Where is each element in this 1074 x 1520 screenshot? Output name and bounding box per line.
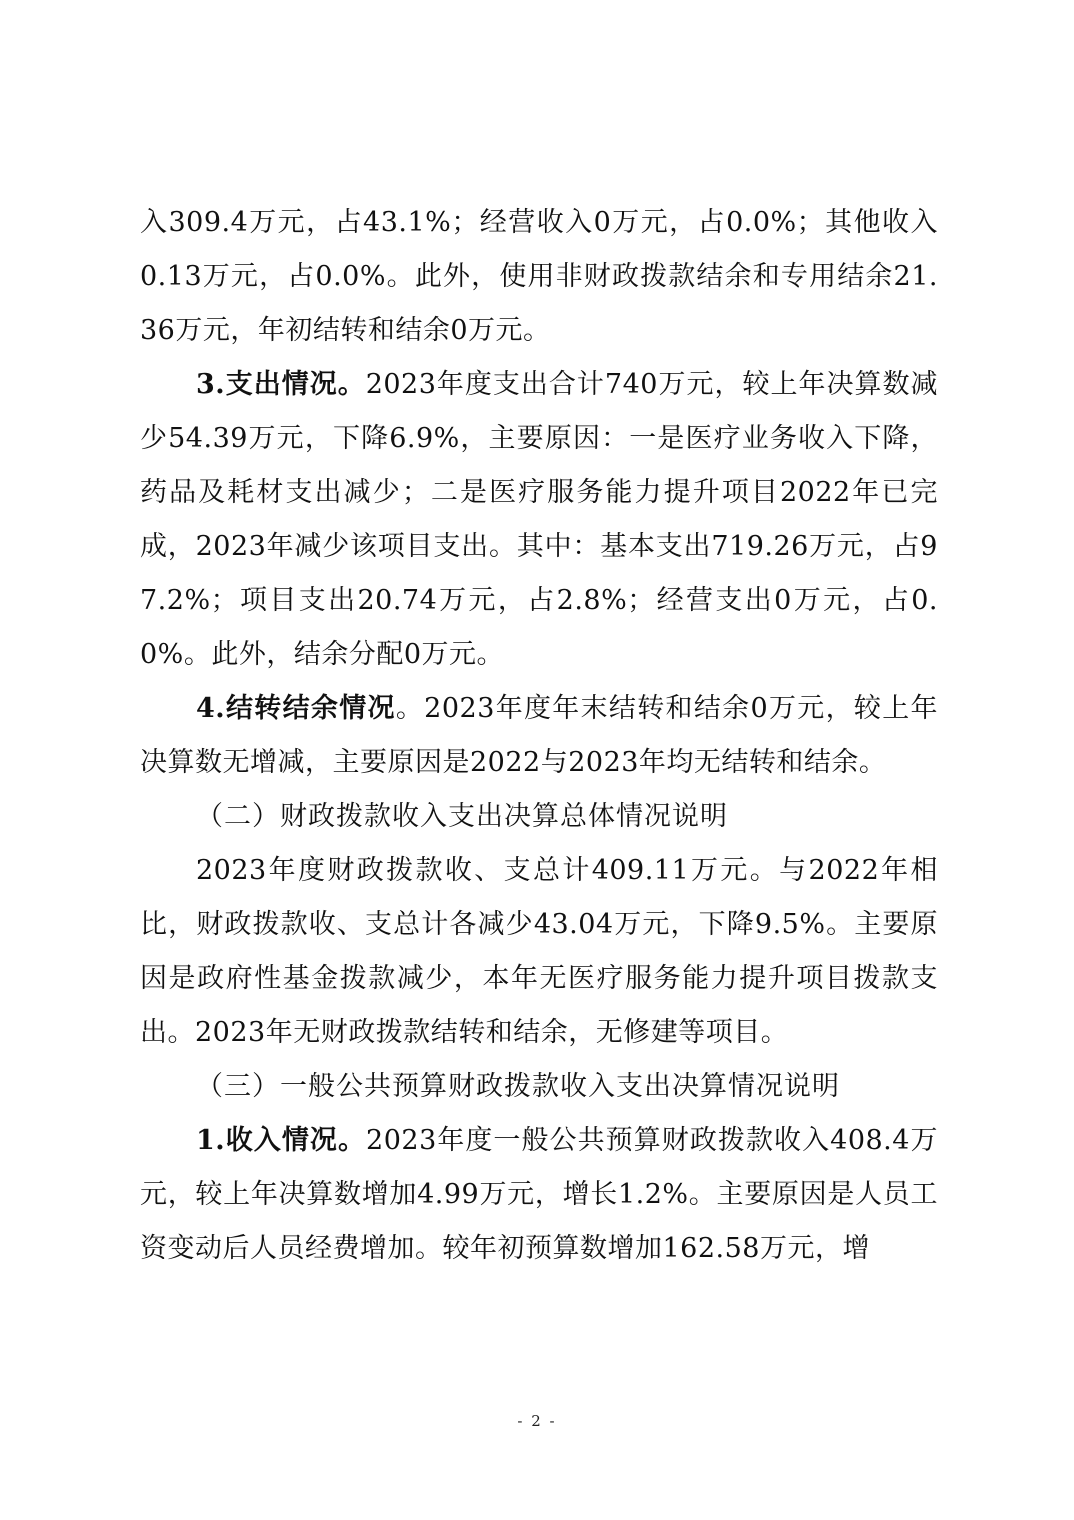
paragraph-fiscal-overview [140, 844, 938, 1060]
paragraph-text: 2023年度一般公共预算财政拨款收入408.4万元，较上年决算数增加4.99万元，增长1.2%。主要原因是人员工资变动后人员经费增加。较年初预算数增加162.58万元，增 [140, 1125, 938, 1264]
paragraph-expenditure [140, 358, 938, 682]
paragraph-text: 2023年度支出合计740万元，较上年决算数减少54.39万元，下降6.9%，主要原因：一是医疗业务收入下降，药品及耗材支出减少；二是医疗服务能力提升项目2022年已完成，2023年减少该项目支出。其中：基本支出719.26万元，占97.2%；项目支出20.74万元，占2.8%；经营支出0万元，占0.0%。此外，结余分配0万元。 [140, 369, 938, 670]
paragraph-lead: 3.支出情况。 [196, 369, 366, 400]
paragraph-text: 入309.4万元，占43.1%；经营收入0万元，占0.0%；其他收入0.13万元，占0.0%。此外，使用非财政拨款结余和专用结余21.36万元，年初结转和结余0万元。 [140, 207, 938, 346]
paragraph-text: 。2023年度年末结转和结余0万元，较上年决算数无增减，主要原因是2022与2023年均无结转和结余。 [140, 693, 939, 778]
page-number: - 2 - [517, 1412, 557, 1430]
section-heading-general-budget: （三）一般公共预算财政拨款收入支出决算情况说明 [196, 1071, 840, 1102]
paragraph-income-continuation [140, 196, 938, 358]
paragraph-text: 2023年度财政拨款收、支总计409.11万元。与2022年相比，财政拨款收、支总计各减少43.04万元，下降9.5%。主要原因是政府性基金拨款减少，本年无医疗服务能力提升项目拨款支出。2023年无财政拨款结转和结余，无修建等项目。 [140, 855, 938, 1048]
paragraph-carryover [140, 682, 938, 790]
document-body [140, 196, 938, 1276]
paragraph-lead: 4.结转结余情况 [196, 693, 396, 724]
paragraph-general-budget-income [140, 1114, 938, 1276]
section-heading-fiscal-overview: （二）财政拨款收入支出决算总体情况说明 [196, 801, 728, 832]
paragraph-lead: 1.收入情况。 [196, 1125, 367, 1156]
